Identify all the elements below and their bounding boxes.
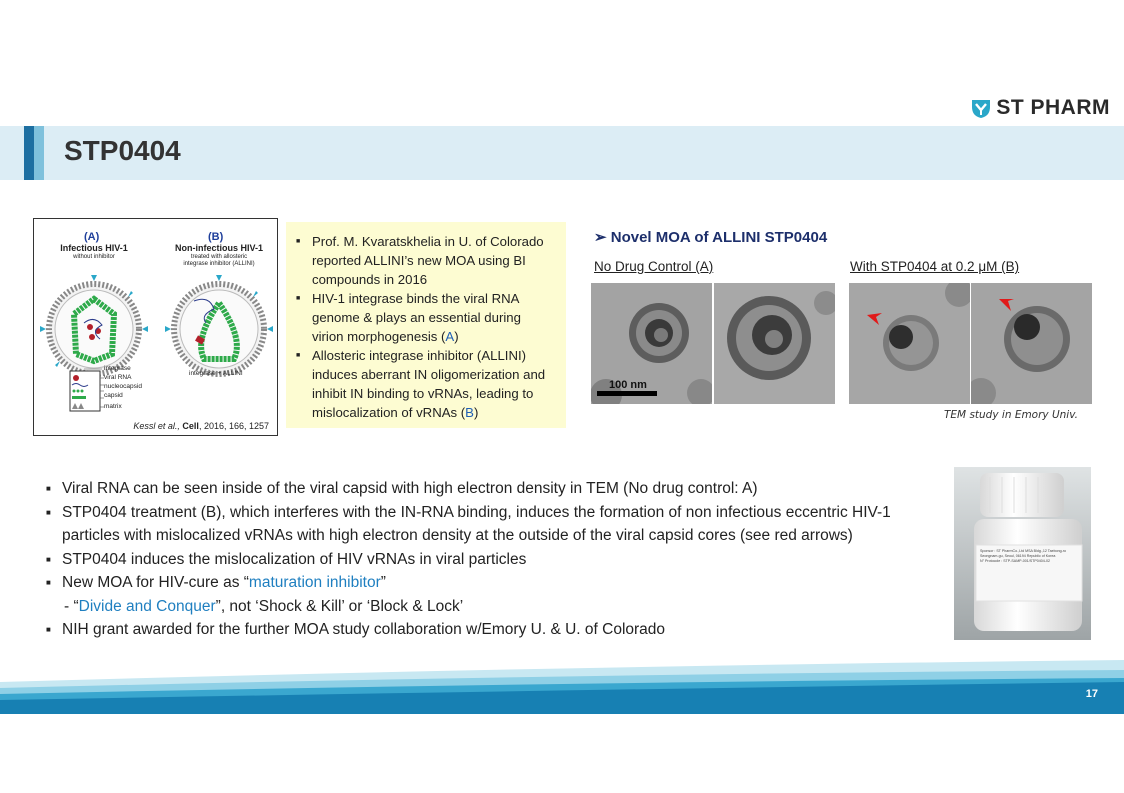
st-pharm-logo-icon xyxy=(970,97,992,119)
panel-a-sub: without inhibitor xyxy=(73,254,115,260)
logo-text: ST PHARM xyxy=(996,96,1110,119)
page-title: STP0404 xyxy=(64,135,181,166)
legend-viral-rna: viral RNA xyxy=(104,374,132,381)
caption-no-drug-control: No Drug Control (A) xyxy=(594,259,714,274)
panel-b-sub2: integrase inhibitor (ALLINI) xyxy=(183,261,255,267)
list-item: ■ Viral RNA can be seen inside of the viral capsid with high electron density in TEM (No drug control: A) xyxy=(44,477,944,501)
panel-a-label: (A) xyxy=(84,231,100,243)
list-item: ■ STP0404 treatment (B), which interferes with the IN-RNA binding, induces the formation of non infectious eccentric HIV-1 particles with mislocalized vRNAs with high electron density at the outside of the viral capsid cores (see red arrows) xyxy=(44,501,944,548)
tem-image-a2 xyxy=(714,283,835,404)
title-accent-light xyxy=(34,126,44,180)
panel-b-title: Non-infectious HIV-1 xyxy=(174,243,263,253)
page-number: 17 xyxy=(1085,688,1098,700)
drug-bottle-photo xyxy=(954,467,1091,640)
caption-with-stp0404: With STP0404 at 0.2 μM (B) xyxy=(850,259,1020,274)
hiv-particle-figure xyxy=(33,218,278,436)
title-accent-dark xyxy=(24,126,34,180)
legend-capsid: capsid xyxy=(104,392,123,399)
company-logo xyxy=(970,96,1110,120)
list-item: ■ New MOA for HIV-cure as “maturation inhibitor” xyxy=(44,571,944,595)
legend-integrase-allini: integrase + ALLINI xyxy=(189,370,243,377)
legend-matrix: matrix xyxy=(104,403,122,410)
panel-a-title: Infectious HIV-1 xyxy=(60,243,128,253)
panel-b-label: (B) xyxy=(208,231,224,243)
list-item: ■ HIV-1 integrase binds the viral RNA genome & plays an essential during virion morphogenesis (A) xyxy=(296,289,556,346)
list-item: ■ NIH grant awarded for the further MOA study collaboration w/Emory U. & U. of Colorado xyxy=(44,618,944,642)
footer-wave xyxy=(0,660,1124,714)
tem-image-b1 xyxy=(849,283,970,404)
bottle-label-text: Sponsor : ST PharmCo.,Ltd MSA Bldg.,12 Taebong-ro Seongnam-gu, Seoul, 06194 Republic of Korea N° Protocole : STP-SAMP-001/STP0404-02 xyxy=(980,549,1066,563)
tem-image-b2 xyxy=(971,283,1092,404)
main-bullet-list xyxy=(44,477,944,642)
tem-citation: TEM study in Emory Univ. xyxy=(944,409,1078,421)
list-item: ■ Allosteric integrase inhibitor (ALLINI) induces aberrant IN oligomerization and inhibit IN binding to vRNAs, leading to mislocalization of vRNAs (B) xyxy=(296,346,556,422)
tem-section-title: ➢ Novel MOA of ALLINI STP0404 xyxy=(594,229,828,246)
moa-summary-box xyxy=(286,222,566,428)
list-item-sub: - “Divide and Conquer”, not ‘Shock & Kill’ or ‘Block & Lock’ xyxy=(64,597,464,615)
panel-b-sub1: treated with allosteric xyxy=(190,254,248,260)
list-item: ■ STP0404 induces the mislocalization of HIV vRNAs in viral particles xyxy=(44,548,944,572)
legend-nucleocapsid: nucleocapsid xyxy=(104,383,142,390)
scale-bar-label: 100 nm xyxy=(609,379,647,391)
legend-integrase: integrase xyxy=(104,365,131,372)
figure-citation: Kessl et al., Cell, 2016, 166, 1257 xyxy=(133,421,269,431)
list-item: ■ Prof. M. Kvaratskhelia in U. of Colorado reported ALLINI’s new MOA using BI compounds in 2016 xyxy=(296,232,556,289)
